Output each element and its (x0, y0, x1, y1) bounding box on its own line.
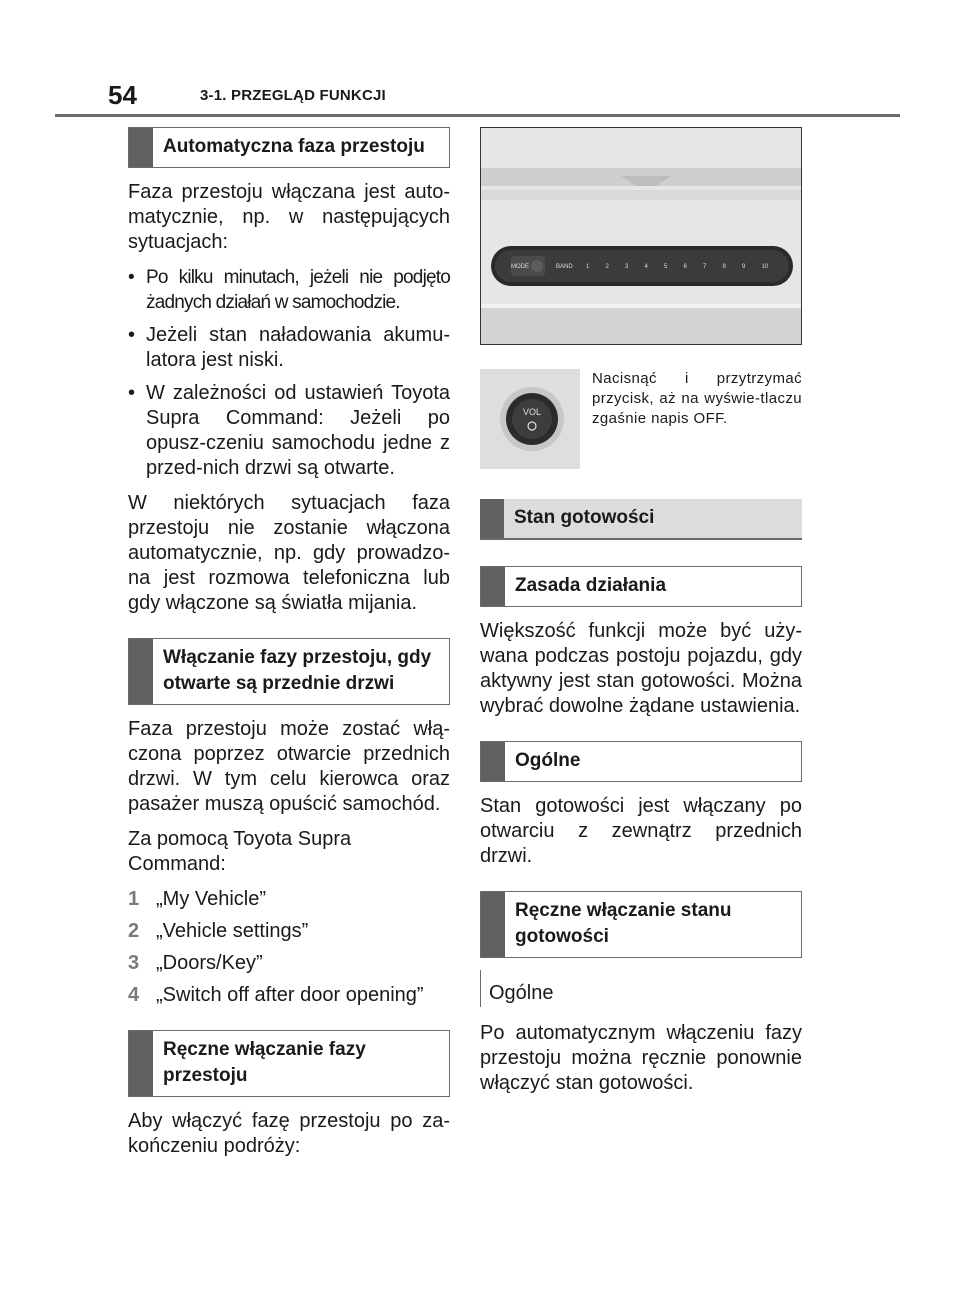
heading-principle (480, 566, 802, 607)
heading-bar (481, 567, 505, 606)
preset-label: 2 (605, 264, 609, 270)
bullet-mark: • (128, 382, 136, 404)
step-text: „Doors/Key” (156, 952, 263, 974)
paragraph-standby-intro: Faza przestoju włączana jest auto-matycznie, np. w następujących sytuacjach: (128, 181, 450, 253)
left-column (128, 127, 450, 1169)
heading-text: Włączanie fazy przestoju, gdy otwarte są przednie drzwi (163, 647, 432, 694)
step-item (128, 951, 450, 976)
section-title: 3-1. PRZEGLĄD FUNKCJI (200, 87, 386, 104)
vol-label: VOL (523, 407, 542, 417)
heading-bar (481, 742, 505, 781)
paragraph-manual-standby: Aby włączyć fazę przestoju po za-kończeniu podróży: (128, 1110, 450, 1157)
heading-automatic-standby (128, 127, 450, 168)
heading-bar (480, 499, 504, 538)
step-item (128, 919, 450, 944)
paragraph-door-standby: Faza przestoju może zostać włą-czona poprzez otwarcie przednich drzwi. W tym celu kierowca oraz pasażer muszą opuścić samochód. (128, 718, 450, 815)
radio-panel-illustration (481, 128, 802, 345)
paragraph-manual-ready: Po automatycznym włączeniu fazy przestoju można ręcznie ponownie włączyć stan gotowości. (480, 1022, 802, 1094)
preset-label: 3 (625, 264, 629, 270)
heading-text: Zasada działania (515, 575, 667, 596)
paragraph-exceptions: W niektórych sytuacjach faza przestoju nie zostanie włączona automatycznie, np. gdy prowadzo-na jest rozmowa telefoniczna lub gdy włączone są światła mijania. (128, 492, 450, 614)
bullet-text: W zależności od ustawień Toyota Supra Command: Jeżeli po opusz-czeniu samochodu jedne z przed-nich drzwi są otwarte. (146, 382, 450, 479)
page-header (108, 80, 900, 112)
subheading-general: Ogólne (480, 970, 802, 1007)
bullet-list (128, 265, 450, 481)
preset-label: 5 (664, 264, 668, 270)
heading-manual-ready (480, 891, 802, 958)
step-text: „Vehicle settings” (156, 920, 309, 942)
heading-ready-state (480, 499, 802, 540)
step-number: 1 (128, 888, 140, 910)
bullet-mark: • (128, 267, 134, 288)
bullet-text: Po kilku minutach, jeżeli nie podjęto żadnych działań w samochodzie. (146, 267, 450, 313)
heading-text: Ogólne (515, 750, 581, 771)
vol-instruction (480, 369, 802, 469)
heading-door-standby (128, 638, 450, 705)
heading-bar (129, 1031, 153, 1096)
list-item (128, 323, 450, 373)
heading-general (480, 741, 802, 782)
band-label: BAND (556, 264, 573, 270)
list-item (128, 381, 450, 481)
preset-label: 9 (742, 264, 746, 270)
preset-label: 6 (683, 264, 687, 270)
step-text: „My Vehicle” (156, 888, 267, 910)
heading-bar (129, 639, 153, 704)
preset-label: 8 (722, 264, 726, 270)
bullet-text: Jeżeli stan naładowania akumu-latora jest niski. (146, 324, 450, 371)
preset-label: 10 (761, 264, 769, 270)
heading-text: Automatyczna faza przestoju (163, 136, 425, 157)
step-number: 2 (128, 920, 140, 942)
list-item (128, 265, 450, 315)
preset-label: 4 (644, 264, 648, 270)
right-column (480, 127, 802, 1106)
paragraph-general: Stan gotowości jest włączany po otwarciu z zewnątrz przednich drzwi. (480, 795, 802, 867)
paragraph-command-intro: Za pomocą Toyota Supra Command: (128, 828, 352, 875)
step-item (128, 983, 450, 1008)
heading-text: Ręczne włączanie fazy przestoju (163, 1039, 366, 1086)
heading-text: Stan gotowości (514, 507, 655, 528)
paragraph-principle: Większość funkcji może być uży-wana podczas postoju pojazdu, gdy aktywny jest stan gotowości. Można wybrać dowolne żądane ustawienia. (480, 620, 802, 717)
vol-knob-image (480, 369, 580, 469)
radio-panel-image (480, 127, 802, 345)
step-item (128, 887, 450, 912)
vol-caption: Nacisnąć i przytrzymać przycisk, aż na wyświe-tlaczu zgaśnie napis OFF. (592, 370, 802, 427)
heading-bar (129, 128, 153, 167)
heading-bar (481, 892, 505, 957)
preset-label: 7 (703, 264, 707, 270)
vol-knob-illustration (480, 369, 580, 469)
heading-manual-standby (128, 1030, 450, 1097)
page-number: 54 (108, 80, 137, 110)
preset-label: 1 (586, 264, 590, 270)
step-number: 3 (128, 952, 140, 974)
heading-text: Ręczne włączanie stanu gotowości (515, 900, 732, 947)
bullet-mark: • (128, 324, 136, 346)
header-rule (55, 114, 900, 117)
step-text: „Switch off after door opening” (156, 984, 424, 1006)
step-number: 4 (128, 984, 140, 1006)
steps-list (128, 887, 450, 1008)
mode-label: MODE (511, 264, 529, 270)
